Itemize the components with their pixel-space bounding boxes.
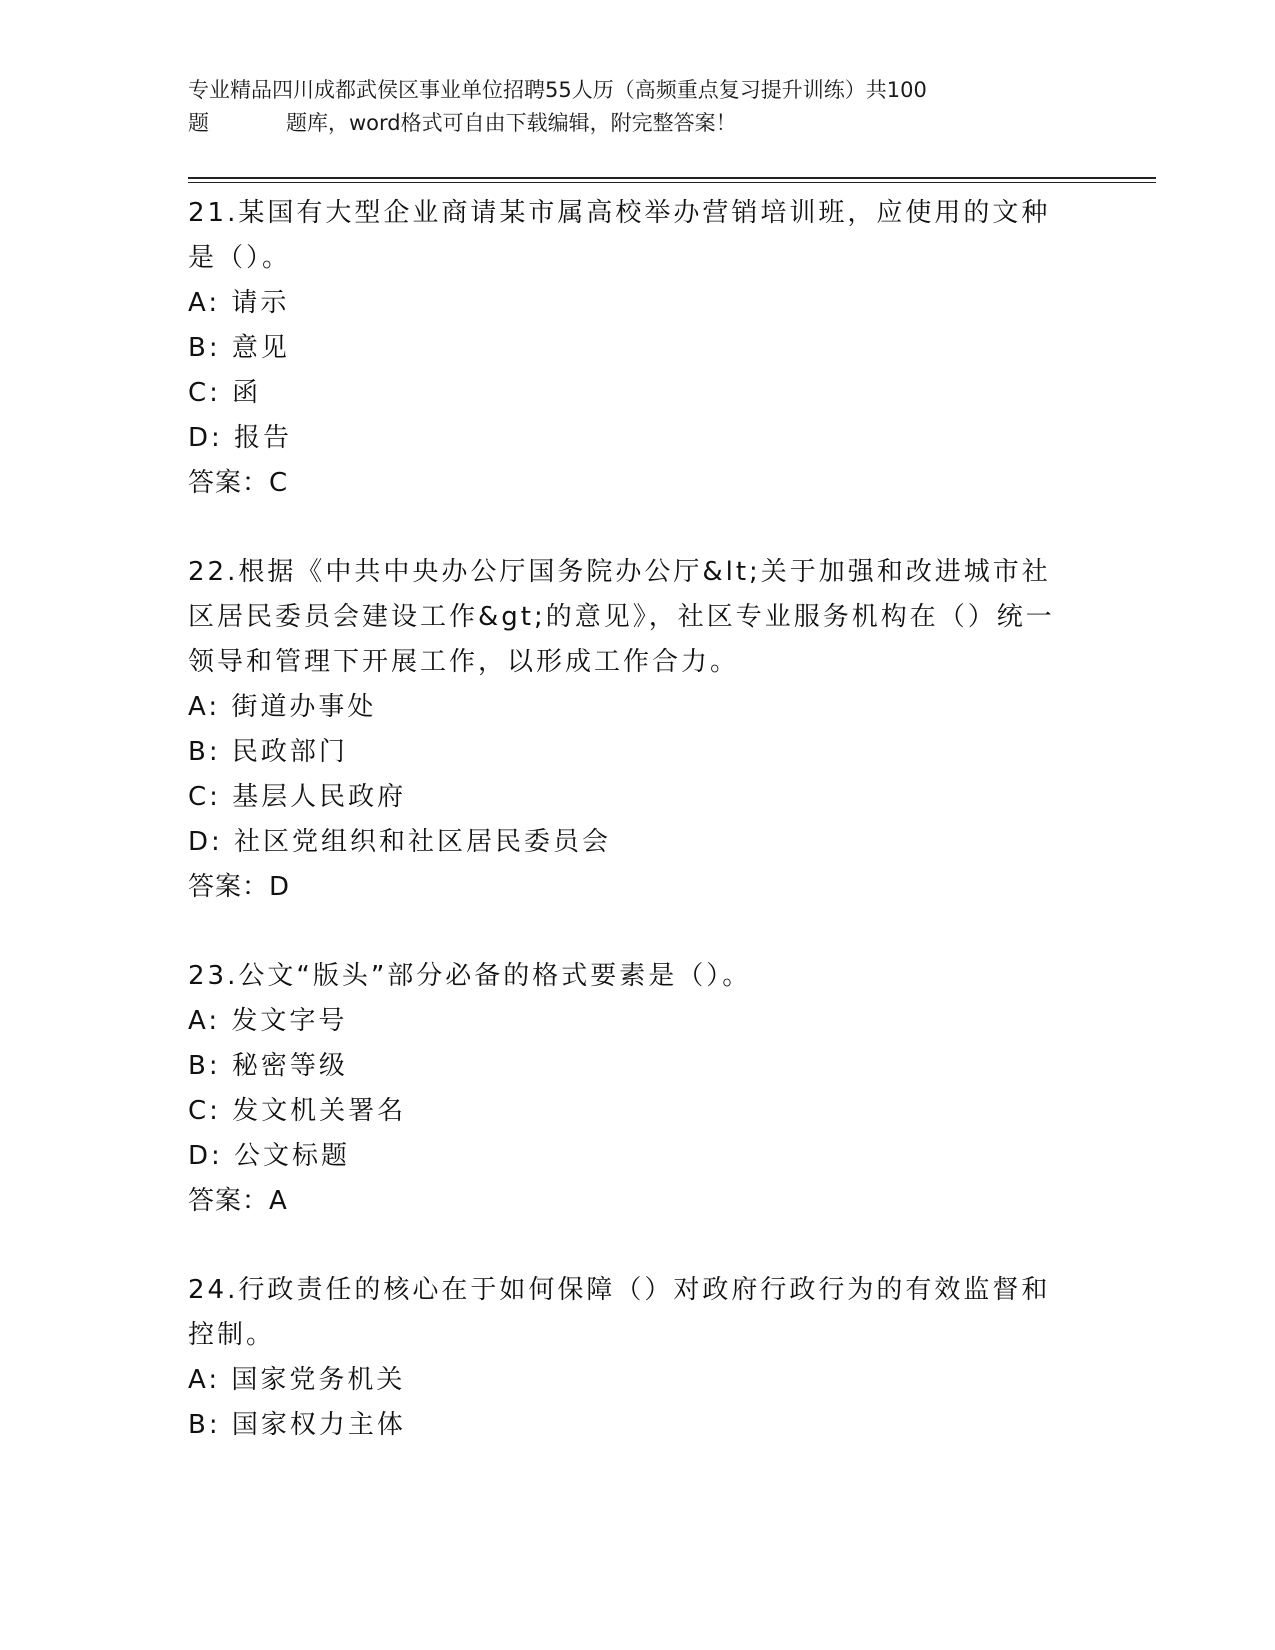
option-a: A: 街道办事处 <box>188 692 377 722</box>
header-rule-thick <box>188 177 1156 179</box>
header-line-2-rest: 题库，word格式可自由下载编辑，附完整答案！ <box>286 111 737 135</box>
option-a: A: 国家党务机关 <box>188 1365 406 1395</box>
option-a: A: 请示 <box>188 288 290 318</box>
option-b: B: 意见 <box>188 333 290 363</box>
question-text: 21.某国有大型企业商请某市属高校举办营销培训班，应使用的文种是（）。 <box>188 198 1051 273</box>
option-c: C: 发文机关署名 <box>188 1096 407 1126</box>
question-21 <box>188 191 1088 506</box>
document-header <box>188 74 1068 140</box>
answer-line: 答案：C <box>188 468 289 498</box>
header-line-1: 专业精品四川成都武侯区事业单位招聘55人历（高频重点复习提升训练）共100 <box>188 78 927 102</box>
option-b: B: 民政部门 <box>188 737 348 767</box>
question-list <box>188 191 1088 1492</box>
question-text: 24.行政责任的核心在于如何保障（）对政府行政行为的有效监督和控制。 <box>188 1275 1051 1350</box>
option-c: C: 函 <box>188 378 262 408</box>
answer-line: 答案：D <box>188 872 291 902</box>
header-rule-thin <box>188 182 1156 183</box>
question-22 <box>188 550 1088 910</box>
answer-line: 答案：A <box>188 1186 288 1216</box>
option-d: D: 社区党组织和社区居民委员会 <box>188 827 612 857</box>
header-line-2-lead: 题 <box>188 111 209 135</box>
option-d: D: 公文标题 <box>188 1141 351 1171</box>
question-23 <box>188 954 1088 1224</box>
option-d: D: 报告 <box>188 423 293 453</box>
option-a: A: 发文字号 <box>188 1006 348 1036</box>
option-c: C: 基层人民政府 <box>188 782 407 812</box>
question-text: 22.根据《中共中央办公厅国务院办公厅&lt;关于加强和改进城市社区居民委员会建设工作&gt;的意见》，社区专业服务机构在（）统一领导和管理下开展工作，以形成工作合力。 <box>188 557 1055 677</box>
question-text: 23.公文“版头”部分必备的格式要素是（）。 <box>188 961 752 991</box>
option-b: B: 秘密等级 <box>188 1051 348 1081</box>
option-b: B: 国家权力主体 <box>188 1410 406 1440</box>
header-line-2 <box>188 107 1068 140</box>
question-24 <box>188 1268 1088 1448</box>
